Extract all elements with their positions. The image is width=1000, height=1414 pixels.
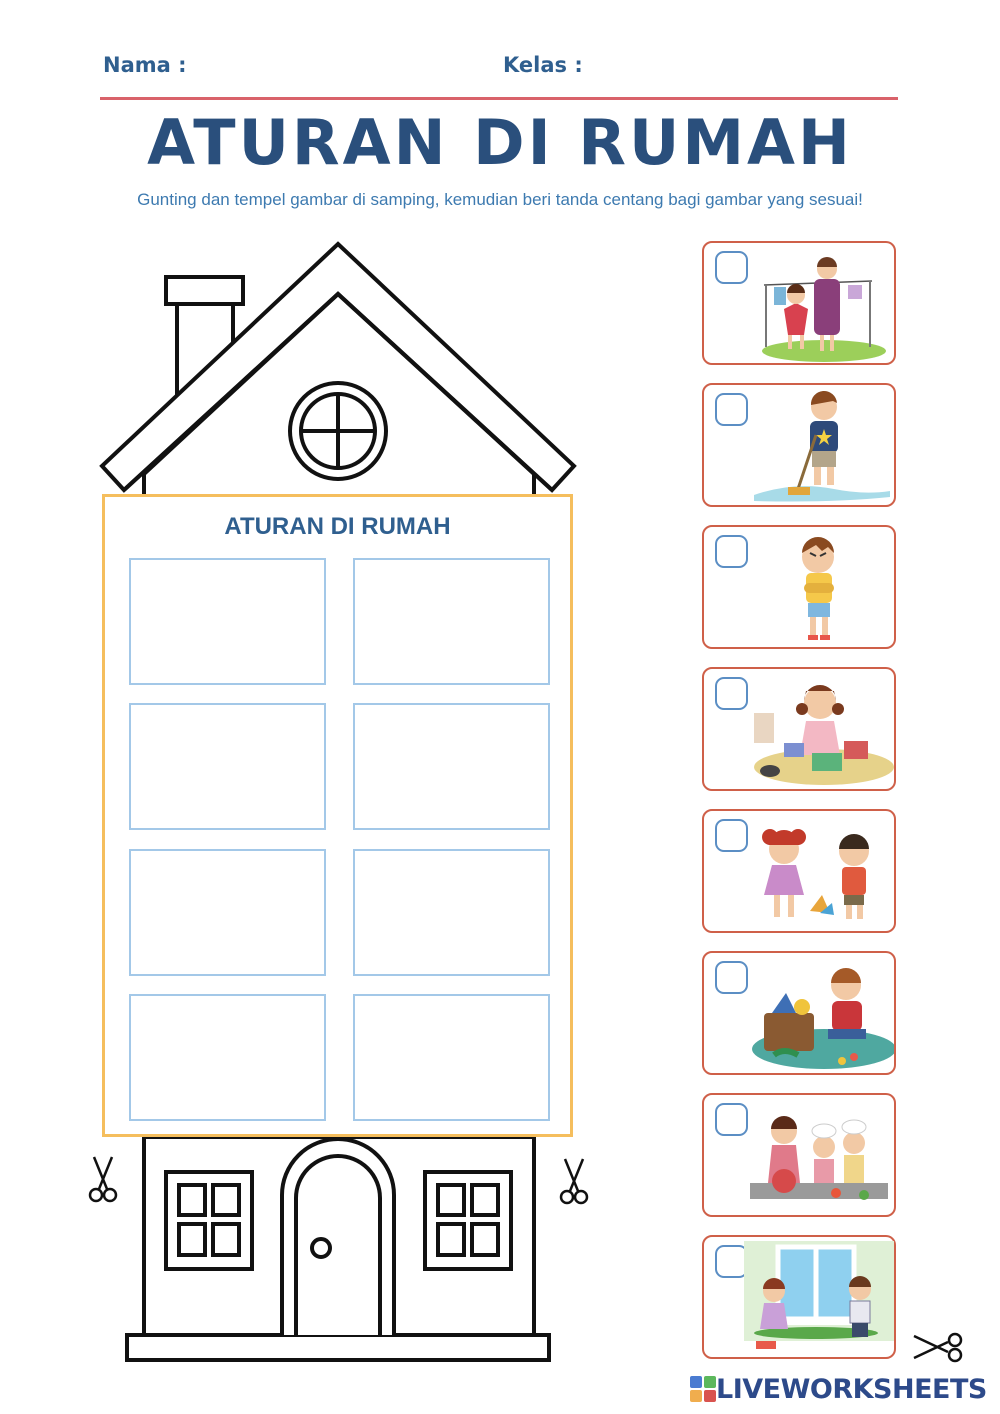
family-cooking-illustration-icon	[744, 1099, 894, 1215]
hanging-laundry-illustration-icon	[744, 247, 894, 363]
scissors-icon	[86, 1155, 120, 1205]
scissors-icon	[912, 1330, 964, 1364]
kids-cleaning-window-illustration-icon	[744, 1241, 894, 1357]
picture-card	[702, 1093, 896, 1217]
paste-slot[interactable]	[353, 558, 550, 685]
kids-fighting-illustration-icon	[744, 815, 894, 931]
scissors-icon	[557, 1157, 591, 1207]
paste-slot[interactable]	[353, 703, 550, 830]
paste-slot[interactable]	[353, 994, 550, 1121]
girl-folding-clothes-illustration-icon	[744, 673, 894, 789]
instruction-text: Gunting dan tempel gambar di samping, kemudian beri tanda centang bagi gambar yang sesuai!	[137, 190, 863, 209]
boy-mopping-floor-illustration-icon	[744, 389, 894, 505]
paste-slot[interactable]	[129, 849, 326, 976]
boy-tidying-toys-illustration-icon	[744, 957, 894, 1073]
picture-card	[702, 241, 896, 365]
paste-slot[interactable]	[129, 994, 326, 1121]
name-label: Nama :	[103, 53, 187, 77]
picture-card	[702, 951, 896, 1075]
liveworksheets-logo	[690, 1372, 987, 1406]
picture-card	[702, 667, 896, 791]
picture-card	[702, 1235, 896, 1359]
paste-slot[interactable]	[129, 558, 326, 685]
class-label: Kelas :	[503, 53, 583, 77]
liveworksheets-logo-icon	[690, 1376, 716, 1402]
board-title: ATURAN DI RUMAH	[224, 513, 451, 540]
paste-slot[interactable]	[353, 849, 550, 976]
rules-board	[102, 494, 573, 1137]
picture-card	[702, 525, 896, 649]
page-title: ATURAN DI RUMAH	[147, 106, 853, 179]
picture-card	[702, 809, 896, 933]
brand-name: LIVEWORKSHEETS	[716, 1373, 987, 1405]
angry-boy-illustration-icon	[744, 531, 894, 647]
paste-slot[interactable]	[129, 703, 326, 830]
picture-card	[702, 383, 896, 507]
